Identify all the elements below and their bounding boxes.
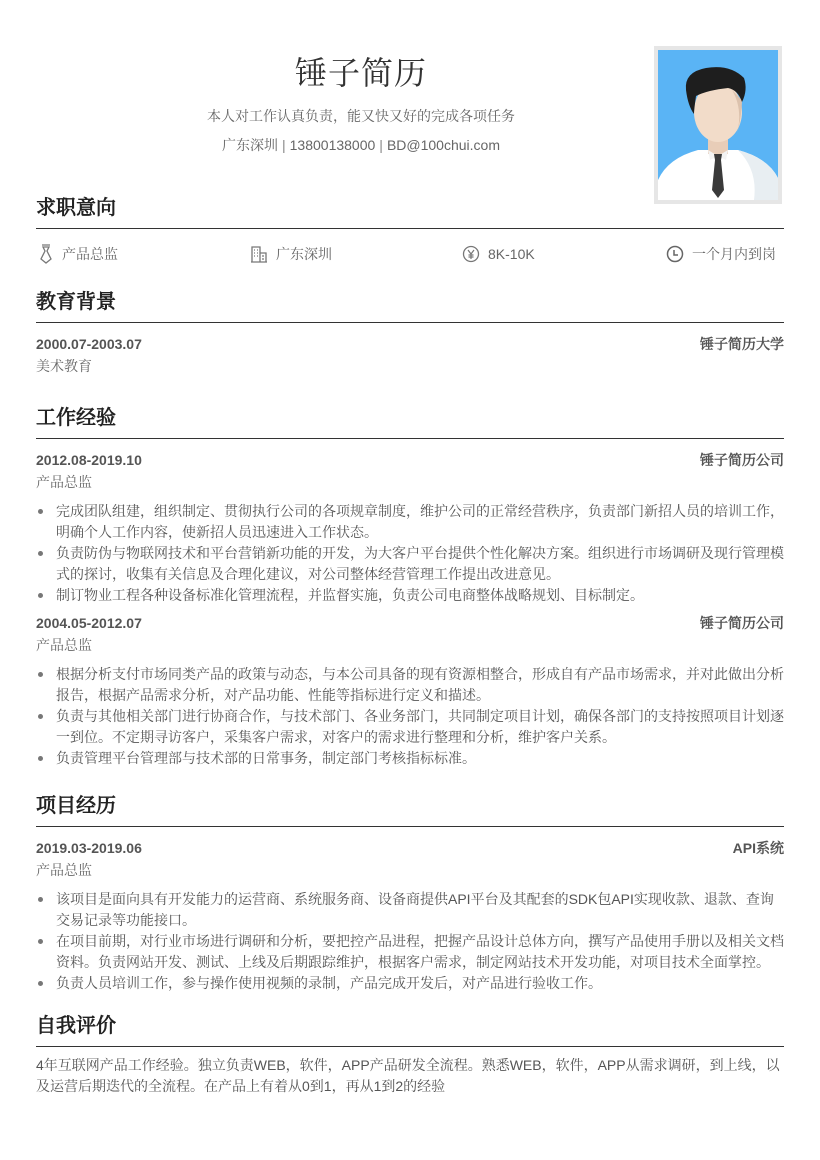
section-title: 教育背景: [36, 291, 116, 313]
section-divider: [36, 228, 784, 229]
intent-label: 广东深圳: [276, 246, 332, 262]
section-title: 工作经验: [36, 407, 116, 429]
separator: |: [379, 137, 383, 153]
section-self-evaluation: [36, 1010, 784, 1097]
yen-icon: [462, 245, 480, 263]
section-work: [36, 402, 784, 769]
intent-label: 8K-10K: [488, 246, 535, 262]
entry-header: [36, 612, 784, 634]
profile-photo: [654, 46, 782, 204]
entry-period: 2012.08-2019.10: [36, 452, 142, 468]
intent-location: [250, 239, 332, 269]
entry-org: 锤子简历大学: [700, 336, 784, 352]
entry-bullets: [36, 889, 784, 994]
bullet-item: 完成团队组建，组织制定、贯彻执行公司的各项规章制度，维护公司的正常经营秩序，负责部门新招人员的培训工作，明确个人工作内容，使新招人员迅速进入工作状态。: [36, 501, 784, 543]
bullet-item: 负责与其他相关部门进行协商合作，与技术部门、各业务部门，共同制定项目计划，确保各部门的支持按照项目计划逐一到位。不定期寻访客户，采集客户需求，对客户的需求进行整理和分析，维护客户关系。: [36, 706, 784, 748]
entry-role: 产品总监: [36, 637, 92, 653]
work-entry: [36, 612, 784, 769]
entry-header: [36, 837, 784, 859]
entry-role: 产品总监: [36, 474, 92, 490]
section-divider: [36, 322, 784, 323]
section-projects: [36, 790, 784, 994]
section-job-intent: [36, 192, 784, 269]
section-title: 求职意向: [36, 197, 116, 219]
bullet-item: 负责管理平台管理部与技术部的日常事务，制定部门考核指标标准。: [36, 748, 784, 769]
entry-bullets: [36, 664, 784, 769]
entry-period: 2000.07-2003.07: [36, 336, 142, 352]
building-icon: [250, 245, 268, 263]
section-divider: [36, 826, 784, 827]
tie-icon: [38, 244, 54, 264]
contact-line: [36, 135, 686, 155]
section-education: [36, 286, 784, 377]
resume-name: 锤子简历: [294, 55, 427, 91]
entry-period: 2019.03-2019.06: [36, 840, 142, 856]
contact-phone: 13800138000: [289, 137, 376, 153]
contact-location: 广东深圳: [222, 137, 278, 153]
resume-motto: 本人对工作认真负责，能又快又好的完成各项任务: [207, 108, 515, 124]
entry-org: 锤子简历公司: [700, 452, 784, 468]
entry-bullets: [36, 501, 784, 606]
bullet-item: 负责人员培训工作，参与操作使用视频的录制，产品完成开发后，对产品进行验收工作。: [36, 973, 784, 994]
self-evaluation-text: 4年互联网产品工作经验。独立负责WEB，软件，APP产品研发全流程。熟悉WEB，软件，APP从需求调研，到上线，以及运营后期迭代的全流程。在产品上有着从0到1，再从1到2的经验: [36, 1057, 780, 1094]
bullet-item: 在项目前期，对行业市场进行调研和分析，要把控产品进程，把握产品设计总体方向，撰写产品使用手册以及相关文档资料。负责网站开发、测试、上线及后期跟踪维护，根据客户需求，制定网站技术开发功能，对项目技术全面掌控。: [36, 931, 784, 973]
intent-salary: [462, 239, 535, 269]
section-divider: [36, 1046, 784, 1047]
clock-icon: [666, 245, 684, 263]
entry-org: 锤子简历公司: [700, 615, 784, 631]
bullet-item: 根据分析支付市场同类产品的政策与动态，与本公司具备的现有资源相整合，形成自有产品市场需求，并对此做出分析报告，根据产品需求分析，对产品功能、性能等指标进行定义和描述。: [36, 664, 784, 706]
bullet-item: 制订物业工程各种设备标准化管理流程，并监督实施，负责公司电商整体战略规划、目标制定。: [36, 585, 784, 606]
entry-header: [36, 449, 784, 471]
education-entry: [36, 333, 784, 377]
intent-position: [38, 239, 118, 269]
work-entry: [36, 449, 784, 606]
contact-email: BD@100chui.com: [386, 137, 500, 153]
bullet-item: 该项目是面向具有开发能力的运营商、系统服务商、设备商提供API平台及其配套的SDK包API实现收款、退款、查询交易记录等功能接口。: [36, 889, 784, 931]
section-title: 自我评价: [36, 1015, 116, 1037]
resume-page: [36, 0, 784, 1094]
avatar-man-icon: [658, 50, 778, 200]
entry-header: [36, 333, 784, 355]
entry-period: 2004.05-2012.07: [36, 615, 142, 631]
project-entry: [36, 837, 784, 994]
resume-header: [36, 0, 784, 190]
intent-row: [36, 239, 784, 269]
separator: |: [282, 137, 286, 153]
entry-role: 产品总监: [36, 862, 92, 878]
entry-role: 美术教育: [36, 358, 92, 374]
intent-label: 产品总监: [62, 246, 118, 262]
intent-label: 一个月内到岗: [692, 246, 776, 262]
entry-org: API系统: [732, 840, 784, 856]
intent-availability: [666, 239, 776, 269]
section-divider: [36, 438, 784, 439]
bullet-item: 负责防伪与物联网技术和平台营销新功能的开发，为大客户平台提供个性化解决方案。组织进行市场调研及现行管理模式的探讨，收集有关信息及合理化建议，对公司整体经营管理工作提出改进意见。: [36, 543, 784, 585]
section-title: 项目经历: [36, 795, 116, 817]
